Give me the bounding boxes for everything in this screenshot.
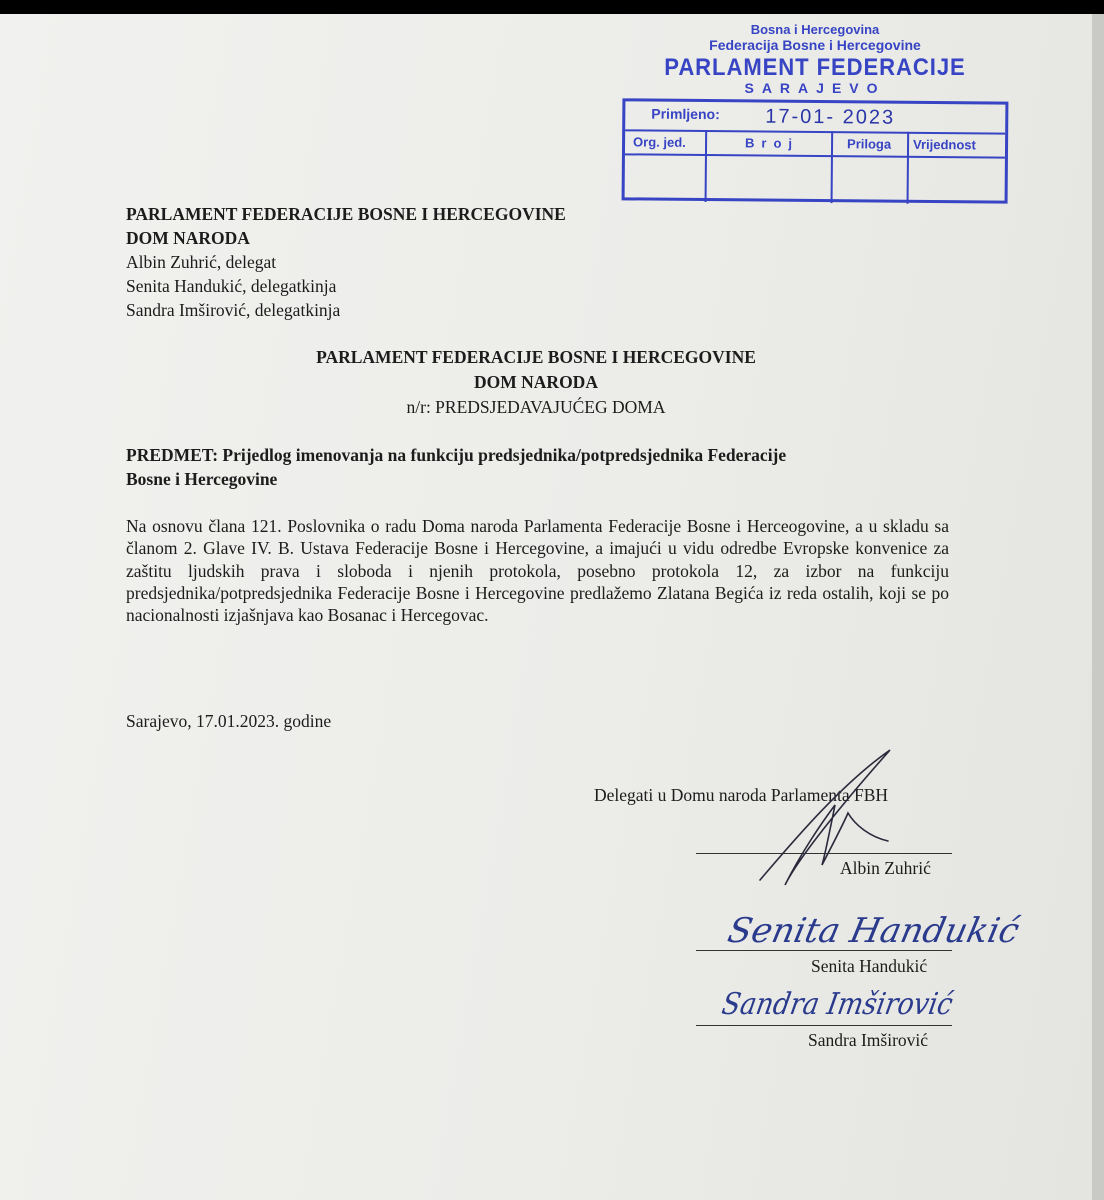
body-paragraph: Na osnovu člana 121. Poslovnika o radu Doma naroda Parlamenta Federacije Bosne i Herceogovine, a u skladu sa članom 2. Glave IV. B. Ustava Federacije Bosne i Hercegovine, a imajući u vidu odredbe Evropske konvenice za zaštitu ljudskih prava i sloboda i njenih protokola, posebno protokola 12, za izbor na funkciju predsjednika/potpredsjednika Federacije Bosne i Hercegovine predlažemo Zlatana Begića iz reda ostalih, koji se po nacionalnosti izjašnjava kao Bosanac i Hercegovac. xyxy=(126,516,949,626)
subject-line: PREDMET: Prijedlog imenovanja na funkciju predsjednika/potpredsjednika Federacije xyxy=(126,445,787,465)
signatory-name: Senita Handukić xyxy=(811,956,928,976)
recipient-attention: n/r: PREDSJEDAVAJUĆEG DOMA xyxy=(406,397,666,417)
sender-member: Senita Handukić, delegatkinja xyxy=(126,276,337,296)
stamp-col-attachments: Priloga xyxy=(846,136,892,152)
sender-member: Albin Zuhrić, delegat xyxy=(126,252,277,272)
signature-imsirovic-text: Sandra Imširović xyxy=(719,987,986,1022)
signatures-heading: Delegati u Domu naroda Parlamenta FBH xyxy=(594,785,889,805)
stamp-col-number: Broj xyxy=(745,135,800,151)
stamp-divider xyxy=(705,130,708,202)
stamp-divider xyxy=(831,131,834,203)
sender-member: Sandra Imširović, delegatkinja xyxy=(126,300,341,320)
stamp-institution: PARLAMENT FEDERACIJE xyxy=(664,54,966,81)
stamp-entity: Federacija Bosne i Hercegovine xyxy=(709,37,921,53)
signature-handukic-text: Senita Handukić xyxy=(724,911,1020,951)
recipient-house: DOM NARODA xyxy=(474,372,598,392)
handwritten-signature-handukic xyxy=(724,900,1040,960)
stamp-country: Bosna i Hercegovina xyxy=(750,22,880,37)
sender-org: PARLAMENT FEDERACIJE BOSNE I HERCEGOVINE xyxy=(126,204,566,224)
top-bar xyxy=(0,0,1104,14)
signatory-name: Sandra Imširović xyxy=(808,1030,929,1050)
page-edge xyxy=(1092,14,1104,1200)
place-date: Sarajevo, 17.01.2023. godine xyxy=(126,711,332,731)
stamp-col-value: Vrijednost xyxy=(912,136,976,153)
handwritten-signature-zuhric xyxy=(730,745,910,895)
stamp-col-org: Org. jed. xyxy=(633,134,686,150)
stamp-received-label: Primljeno: xyxy=(651,105,720,123)
stamp-received-date: 17-01- 2023 xyxy=(765,105,896,129)
handwritten-signature-imsirovic xyxy=(719,978,986,1028)
stamp-divider xyxy=(907,132,910,204)
receipt-stamp-box xyxy=(622,98,1009,203)
recipient-org: PARLAMENT FEDERACIJE BOSNE I HERCEGOVINE xyxy=(316,347,756,367)
subject-line: Bosne i Hercegovine xyxy=(126,469,278,489)
signatory-name: Albin Zuhrić xyxy=(840,858,931,878)
stamp-city: SARAJEVO xyxy=(744,80,886,96)
sender-house: DOM NARODA xyxy=(126,228,250,248)
